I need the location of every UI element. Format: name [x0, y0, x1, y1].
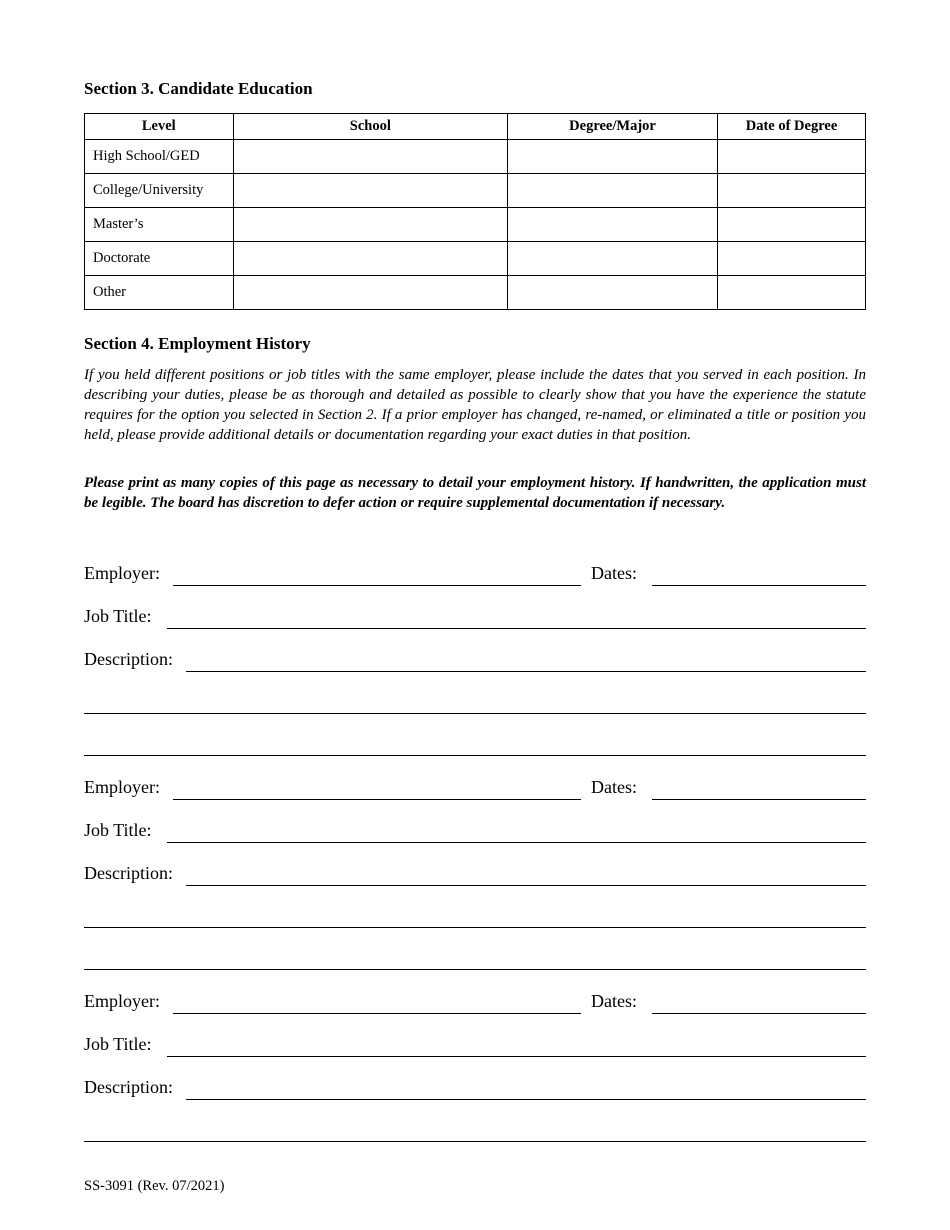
date-of-degree-cell[interactable]	[718, 140, 866, 174]
job-title-field[interactable]	[167, 842, 866, 843]
dates-label: Dates:	[591, 991, 637, 1011]
dates-label: Dates:	[591, 563, 637, 583]
section-4-title: Section 4. Employment History	[84, 334, 311, 353]
table-row	[85, 174, 866, 208]
dates-field[interactable]	[652, 1013, 866, 1014]
date-of-degree-cell[interactable]	[718, 242, 866, 276]
description-continuation-line[interactable]	[84, 927, 866, 928]
employer-row	[84, 776, 866, 800]
job-title-label: Job Title:	[84, 606, 152, 626]
school-cell[interactable]	[233, 174, 507, 208]
employer-label: Employer:	[84, 777, 160, 797]
employer-row	[84, 990, 866, 1014]
date-of-degree-cell[interactable]	[718, 208, 866, 242]
school-cell[interactable]	[233, 276, 507, 310]
description-field[interactable]	[186, 885, 866, 886]
table-row	[85, 276, 866, 310]
employer-row	[84, 562, 866, 586]
degree-major-cell[interactable]	[508, 276, 718, 310]
job-title-field[interactable]	[167, 628, 866, 629]
level-cell: High School/GED	[85, 140, 234, 174]
job-title-label: Job Title:	[84, 1034, 152, 1054]
dates-field[interactable]	[652, 585, 866, 586]
date-of-degree-cell[interactable]	[718, 276, 866, 310]
table-row	[85, 208, 866, 242]
header-school: School	[233, 114, 507, 140]
table-row	[85, 140, 866, 174]
employer-field[interactable]	[173, 1013, 581, 1014]
level-cell: Doctorate	[85, 242, 234, 276]
form-footer: SS-3091 (Rev. 07/2021)	[84, 1178, 225, 1194]
school-cell[interactable]	[233, 242, 507, 276]
employment-instructions: If you held different positions or job titles with the same employer, please include the dates that you served in each position. In describing your duties, please be as thorough and detailed as possible to clearly show that you have the experience the statute requires for the option you selected in Section 2. If a prior employer has changed, re-named, or eliminated a title or position you held, please provide additional details or documentation regarding your exact duties in that position.	[84, 367, 866, 443]
description-row	[84, 648, 866, 672]
dates-label: Dates:	[591, 777, 637, 797]
school-cell[interactable]	[233, 208, 507, 242]
description-row	[84, 862, 866, 886]
description-label: Description:	[84, 863, 173, 883]
employer-label: Employer:	[84, 991, 160, 1011]
employer-field[interactable]	[173, 799, 581, 800]
description-continuation-line[interactable]	[84, 969, 866, 970]
table-header-row	[85, 114, 866, 140]
description-continuation-line[interactable]	[84, 713, 866, 714]
degree-major-cell[interactable]	[508, 242, 718, 276]
dates-field[interactable]	[652, 799, 866, 800]
level-cell: College/University	[85, 174, 234, 208]
employer-field[interactable]	[173, 585, 581, 586]
description-continuation-line[interactable]	[84, 755, 866, 756]
level-cell: Master’s	[85, 208, 234, 242]
degree-major-cell[interactable]	[508, 208, 718, 242]
header-date-of-degree: Date of Degree	[718, 114, 866, 140]
level-cell: Other	[85, 276, 234, 310]
employment-notice: Please print as many copies of this page as necessary to detail your employment history. If handwritten, the application must be legible. The board has discretion to defer action or require supplemental documentation if necessary.	[84, 475, 866, 511]
job-title-row	[84, 819, 866, 843]
degree-major-cell[interactable]	[508, 174, 718, 208]
description-field[interactable]	[186, 671, 866, 672]
education-table	[84, 113, 866, 310]
description-label: Description:	[84, 649, 173, 669]
job-title-row	[84, 605, 866, 629]
header-level: Level	[85, 114, 234, 140]
description-row	[84, 1076, 866, 1100]
description-label: Description:	[84, 1077, 173, 1097]
date-of-degree-cell[interactable]	[718, 174, 866, 208]
job-title-field[interactable]	[167, 1056, 866, 1057]
job-title-label: Job Title:	[84, 820, 152, 840]
degree-major-cell[interactable]	[508, 140, 718, 174]
employer-label: Employer:	[84, 563, 160, 583]
header-degree-major: Degree/Major	[508, 114, 718, 140]
job-title-row	[84, 1033, 866, 1057]
description-continuation-line[interactable]	[84, 1141, 866, 1142]
section-3-title: Section 3. Candidate Education	[84, 79, 313, 98]
table-row	[85, 242, 866, 276]
school-cell[interactable]	[233, 140, 507, 174]
description-field[interactable]	[186, 1099, 866, 1100]
